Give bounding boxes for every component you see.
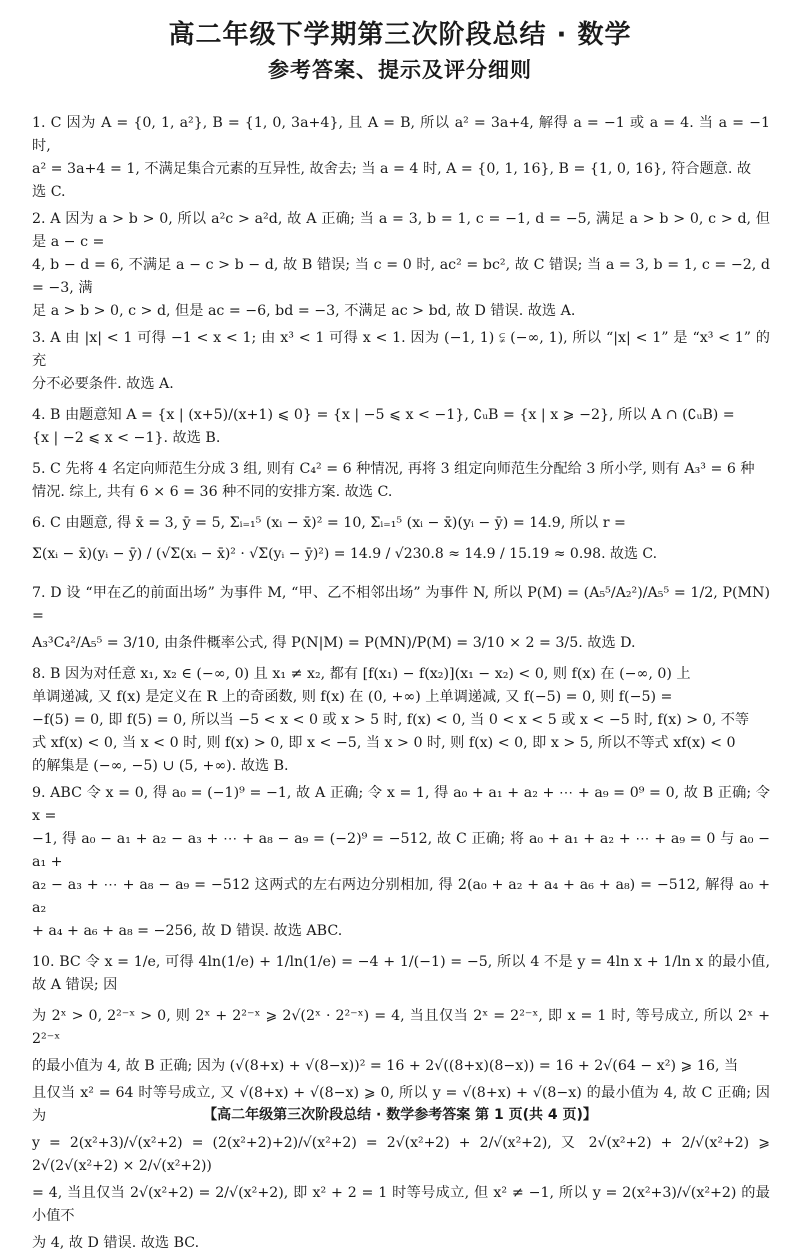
answer-4-line-2: {x | −2 ⩽ x < −1}. 故选 B. [32,430,221,446]
answer-1 [32,112,770,204]
answer-10-line-1: 10. BC 令 x = 1/e, 可得 4ln(1/e) + 1/ln(1/e) = −4 + 1/(−1) = −5, 所以 4 不是 y = 4ln x + 1/ln x 的最小值, 故 A 错误; 因 [32,954,770,993]
answer-8-line-4: 式 xf(x) < 0, 当 x < 0 时, 则 f(x) > 0, 即 x < −5, 当 x > 0 时, 则 f(x) < 0, 即 x > 5, 所以不等式 xf(x) < 0 [32,735,736,751]
answer-3-line-1: 3. A 由 |x| < 1 可得 −1 < x < 1; 由 x³ < 1 可得 x < 1. 因为 (−1, 1) ⫋ (−∞, 1), 所以 “|x| < 1” 是 “x³ < 1” 的充 [32,330,770,369]
answer-9-line-2: −1, 得 a₀ − a₁ + a₂ − a₃ + ⋯ + a₈ − a₉ = (−2)⁹ = −512, 故 C 正确; 将 a₀ + a₁ + a₂ + ⋯ + a₉ = 0 与 a₀ − a₁ + [32,831,770,870]
page-footer: 【高二年级第三次阶段总结 · 数学参考答案 第 1 页(共 4 页)】 [203,1107,597,1123]
answer-2 [32,208,770,323]
answer-1-line-1: 1. C 因为 A = {0, 1, a²}, B = {1, 0, 3a+4}, 且 A = B, 所以 a² = 3a+4, 解得 a = −1 或 a = 4. 当 a = −1 时, [32,115,770,154]
answer-3 [32,327,770,396]
answer-1-line-3: 选 C. [32,184,66,200]
answer-7-line-2: A₃³C₄²/A₅⁵ = 3/10, 由条件概率公式, 得 P(N|M) = P(MN)/P(M) = 3/10 × 2 = 3/5. 故选 D. [32,635,636,651]
answer-2-line-2: 4, b − d = 6, 不满足 a − c > b − d, 故 B 错误; 当 c = 0 时, ac² = bc², 故 C 错误; 当 a = 3, b = 1, c = −2, d = −3, 满 [32,257,770,296]
answer-9-line-1: 9. ABC 令 x = 0, 得 a₀ = (−1)⁹ = −1, 故 A 正确; 令 x = 1, 得 a₀ + a₁ + a₂ + ⋯ + a₉ = 0⁹ = 0, 故 B 正确; 令 x = [32,785,770,824]
answer-10-line-3: 的最小值为 4, 故 B 正确; 因为 (√(8+x) + √(8−x))² = 16 + 2√((8+x)(8−x)) = 16 + 2√(64 − x²) ⩾ 16, 当 [32,1058,739,1074]
answer-10-line-6: = 4, 当且仅当 2√(x²+2) = 2/√(x²+2), 即 x² + 2 = 1 时等号成立, 但 x² ≠ −1, 所以 y = 2(x²+3)/√(x²+2) 的最小值不 [32,1185,770,1224]
answer-7 [32,582,770,655]
answer-4-line-1: 4. B 由题意知 A = {x | (x+5)/(x+1) ⩽ 0} = {x | −5 ⩽ x < −1}, ∁ᵤB = {x | x ⩾ −2}, 所以 A ∩ (∁ᵤB) = [32,407,735,423]
answer-8 [32,663,770,778]
page-title: 高二年级下学期第三次阶段总结 · 数学 [168,20,632,50]
answer-7-line-1: 7. D 设 “甲在乙的前面出场” 为事件 M, “甲、乙不相邻出场” 为事件 N, 所以 P(M) = (A₅⁵/A₂²)/A₅⁵ = 1/2, P(MN) = [32,585,770,624]
answer-9 [32,782,770,943]
answer-8-line-3: −f(5) = 0, 即 f(5) = 0, 所以当 −5 < x < 0 或 x > 5 时, f(x) < 0, 当 0 < x < 5 或 x < −5 时, f(x) > 0, 不等 [32,712,750,728]
answer-10-line-2: 为 2ˣ > 0, 2²⁻ˣ > 0, 则 2ˣ + 2²⁻ˣ ⩾ 2√(2ˣ · 2²⁻ˣ) = 4, 当且仅当 2ˣ = 2²⁻ˣ, 即 x = 1 时, 等号成立, 所以 2ˣ + 2²⁻ˣ [32,1008,770,1047]
answer-10-line-5: y = 2(x²+3)/√(x²+2) = (2(x²+2)+2)/√(x²+2) = 2√(x²+2) + 2/√(x²+2), 又 2√(x²+2) + 2/√(x²+2) ⩾ 2√(2√(x²+2) × 2/√(x²+2)) [32,1135,770,1174]
answer-6-line-1: 6. C 由题意, 得 x̄ = 3, ȳ = 5, Σᵢ₌₁⁵ (xᵢ − x̄)² = 10, Σᵢ₌₁⁵ (xᵢ − x̄)(yᵢ − ȳ) = 14.9, 所以 r = [32,515,626,531]
answer-10-line-7: 为 4, 故 D 错误. 故选 BC. [32,1235,200,1251]
answer-6 [32,512,770,566]
answer-5-line-1: 5. C 先将 4 名定向师范生分成 3 组, 则有 C₄² = 6 种情况, 再将 3 组定向师范生分配给 3 所小学, 则有 A₃³ = 6 种 [32,461,755,477]
answer-3-line-2: 分不必要条件. 故选 A. [32,376,174,392]
answer-10 [32,951,770,1255]
answer-6-line-2: Σ(xᵢ − x̄)(yᵢ − ȳ) / (√Σ(xᵢ − x̄)² · √Σ(yᵢ − ȳ)²) = 14.9 / √230.8 ≈ 14.9 / 15.19 ≈ 0.98. 故选 C. [32,546,658,562]
answer-2-line-1: 2. A 因为 a > b > 0, 所以 a²c > a²d, 故 A 正确; 当 a = 3, b = 1, c = −1, d = −5, 满足 a > b > 0, c > d, 但是 a − c = [32,211,770,250]
answer-8-line-5: 的解集是 (−∞, −5) ∪ (5, +∞). 故选 B. [32,758,289,774]
page-subtitle: 参考答案、提示及评分细则 [268,58,532,82]
answer-2-line-3: 足 a > b > 0, c > d, 但是 ac = −6, bd = −3, 不满足 ac > bd, 故 D 错误. 故选 A. [32,303,576,319]
answer-5 [32,458,770,504]
answer-4 [32,404,770,450]
answer-8-line-1: 8. B 因为对任意 x₁, x₂ ∈ (−∞, 0) 且 x₁ ≠ x₂, 都有 [f(x₁) − f(x₂)](x₁ − x₂) < 0, 则 f(x) 在 (−∞, 0) 上 [32,666,691,682]
answer-8-line-2: 单调递减, 又 f(x) 是定义在 R 上的奇函数, 则 f(x) 在 (0, +∞) 上单调递减, 又 f(−5) = 0, 则 f(−5) = [32,689,673,705]
answer-5-line-2: 情况. 综上, 共有 6 × 6 = 36 种不同的安排方案. 故选 C. [32,484,393,500]
answer-1-line-2: a² = 3a+4 = 1, 不满足集合元素的互异性, 故舍去; 当 a = 4 时, A = {0, 1, 16}, B = {1, 0, 16}, 符合题意. 故 [32,161,752,177]
answer-9-line-3: a₂ − a₃ + ⋯ + a₈ − a₉ = −512 这两式的左右两边分别相加, 得 2(a₀ + a₂ + a₄ + a₆ + a₈) = −512, 解得 a₀ + a₂ [32,877,770,916]
answer-9-line-4: + a₄ + a₆ + a₈ = −256, 故 D 错误. 故选 ABC. [32,923,343,939]
answer-10-line-4: 且仅当 x² = 64 时等号成立, 又 √(8+x) + √(8−x) ⩾ 0, 所以 y = √(8+x) + √(8−x) 的最小值为 4, 故 C 正确; 因为 [32,1085,770,1124]
answer-list [32,112,770,1255]
